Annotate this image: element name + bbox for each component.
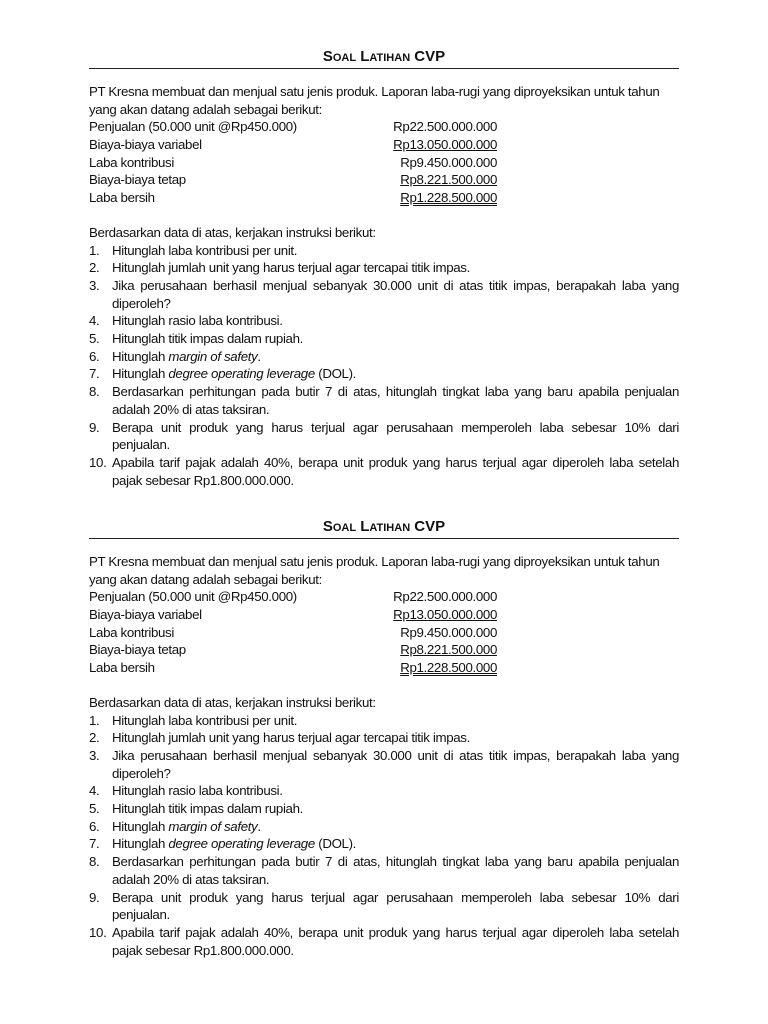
income-label: Penjualan (50.000 unit @Rp450.000) (89, 119, 297, 135)
list-item (89, 277, 679, 312)
list-item (89, 365, 679, 383)
item-number: 10. (89, 454, 107, 470)
list-item (89, 312, 679, 330)
list-item (89, 853, 679, 888)
item-text-tail: (DOL). (314, 836, 357, 852)
question-list (89, 712, 679, 960)
item-text: Jika perusahaan berhasil menjual sebanyak 30.000 unit di atas titik impas, berapakah laba yang diperoleh? (112, 277, 679, 311)
item-emphasis: margin of safety (168, 348, 258, 364)
title-rule (89, 538, 679, 539)
item-text: Apabila tarif pajak adalah 40%, berapa unit produk yang harus terjual agar diperoleh laba setelah pajak sebesar Rp1.800.000.000. (112, 924, 679, 958)
intro-paragraph: PT Kresna membuat dan menjual satu jenis produk. Laporan laba-rugi yang diproyeksikan untuk tahun yang akan datang adalah sebagai berikut: (89, 554, 660, 587)
item-text: Hitunglah (112, 836, 169, 852)
item-number: 10. (89, 924, 107, 940)
item-number: 4. (89, 313, 100, 329)
income-row-net-income (89, 659, 679, 677)
item-text: Hitunglah laba kontribusi per unit. (112, 242, 298, 258)
item-text: Berapa unit produk yang harus terjual agar perusahaan memperoleh laba sebesar 10% dari penjualan. (112, 419, 679, 453)
item-text: Hitunglah (112, 348, 169, 364)
item-number: 4. (89, 783, 100, 799)
income-value: Rp9.450.000.000 (400, 624, 497, 640)
income-row-fixed-costs (89, 171, 679, 189)
income-value: Rp22.500.000.000 (393, 119, 497, 135)
list-item (89, 259, 679, 277)
item-number: 5. (89, 331, 100, 347)
list-item (89, 800, 679, 818)
income-label: Laba kontribusi (89, 624, 174, 640)
item-number: 8. (89, 384, 100, 400)
list-item (89, 729, 679, 747)
item-number: 6. (89, 348, 100, 364)
income-label: Biaya-biaya tetap (89, 642, 186, 658)
income-row-sales (89, 588, 679, 606)
income-label: Laba bersih (89, 190, 155, 206)
list-item (89, 242, 679, 260)
item-text: Jika perusahaan berhasil menjual sebanyak 30.000 unit di atas titik impas, berapakah laba yang diperoleh? (112, 747, 679, 781)
list-item (89, 782, 679, 800)
list-item (89, 889, 679, 924)
income-label: Biaya-biaya variabel (89, 137, 202, 153)
item-number: 3. (89, 277, 100, 293)
income-value: Rp8.221.500.000 (400, 172, 497, 188)
list-item (89, 383, 679, 418)
item-text: Hitunglah rasio laba kontribusi. (112, 313, 283, 329)
income-value: Rp1.228.500.000 (400, 660, 497, 676)
title-rule (89, 68, 679, 69)
item-number: 5. (89, 801, 100, 817)
item-text: Hitunglah (112, 818, 169, 834)
item-number: 7. (89, 366, 100, 382)
income-row-contribution-margin (89, 624, 679, 642)
income-row-variable-costs (89, 136, 679, 154)
income-row-sales (89, 118, 679, 136)
intro-paragraph: PT Kresna membuat dan menjual satu jenis produk. Laporan laba-rugi yang diproyeksikan untuk tahun yang akan datang adalah sebagai berikut: (89, 84, 660, 117)
item-text: Apabila tarif pajak adalah 40%, berapa unit produk yang harus terjual agar diperoleh laba setelah pajak sebesar Rp1.800.000.000. (112, 454, 679, 488)
exercise-section-1 (89, 46, 679, 489)
section-title: Soal Latihan CVP (322, 518, 446, 535)
item-text: Berdasarkan perhitungan pada butir 7 di atas, hitunglah tingkat laba yang baru apabila penjualan adalah 20% di atas taksiran. (112, 854, 679, 887)
income-value: Rp1.228.500.000 (400, 190, 497, 206)
income-statement (89, 118, 679, 206)
item-emphasis: degree operating leverage (168, 836, 315, 852)
item-number: 2. (89, 260, 100, 276)
list-item (89, 330, 679, 348)
list-item (89, 835, 679, 853)
item-emphasis: margin of safety (168, 818, 258, 834)
instruction-text: Berdasarkan data di atas, kerjakan instruksi berikut: (89, 694, 376, 710)
list-item (89, 348, 679, 366)
item-text: Hitunglah laba kontribusi per unit. (112, 712, 298, 728)
income-value: Rp13.050.000.000 (393, 607, 497, 623)
item-text: Hitunglah (112, 366, 169, 382)
item-text: Hitunglah jumlah unit yang harus terjual agar tercapai titik impas. (112, 260, 470, 276)
list-item (89, 712, 679, 730)
item-number: 2. (89, 730, 100, 746)
item-number: 1. (89, 242, 100, 258)
item-number: 9. (89, 419, 100, 435)
income-row-fixed-costs (89, 641, 679, 659)
instruction-text: Berdasarkan data di atas, kerjakan instruksi berikut: (89, 224, 376, 240)
question-list (89, 242, 679, 490)
item-text: Hitunglah jumlah unit yang harus terjual agar tercapai titik impas. (112, 730, 470, 746)
income-label: Laba kontribusi (89, 154, 174, 170)
income-row-contribution-margin (89, 154, 679, 172)
item-text: Hitunglah titik impas dalam rupiah. (112, 801, 303, 817)
item-number: 3. (89, 747, 100, 763)
list-item (89, 924, 679, 959)
item-text: Hitunglah rasio laba kontribusi. (112, 783, 283, 799)
item-text: Berapa unit produk yang harus terjual agar perusahaan memperoleh laba sebesar 10% dari penjualan. (112, 889, 679, 923)
list-item (89, 818, 679, 836)
section-title: Soal Latihan CVP (322, 48, 446, 65)
item-text-tail: (DOL). (314, 366, 357, 382)
item-number: 1. (89, 712, 100, 728)
list-item (89, 747, 679, 782)
income-label: Biaya-biaya tetap (89, 172, 186, 188)
item-emphasis: degree operating leverage (168, 366, 315, 382)
item-number: 9. (89, 889, 100, 905)
list-item (89, 454, 679, 489)
income-value: Rp8.221.500.000 (400, 642, 497, 658)
income-row-net-income (89, 189, 679, 207)
exercise-section-2 (89, 516, 679, 959)
item-number: 7. (89, 836, 100, 852)
list-item (89, 419, 679, 454)
income-value: Rp13.050.000.000 (393, 137, 497, 153)
item-text: Berdasarkan perhitungan pada butir 7 di atas, hitunglah tingkat laba yang baru apabila penjualan adalah 20% di atas taksiran. (112, 384, 679, 417)
item-text-tail: . (257, 818, 261, 834)
income-row-variable-costs (89, 606, 679, 624)
income-value: Rp9.450.000.000 (400, 154, 497, 170)
item-number: 6. (89, 818, 100, 834)
item-text-tail: . (257, 348, 261, 364)
income-label: Laba bersih (89, 660, 155, 676)
income-label: Penjualan (50.000 unit @Rp450.000) (89, 589, 297, 605)
income-value: Rp22.500.000.000 (393, 589, 497, 605)
income-label: Biaya-biaya variabel (89, 607, 202, 623)
income-statement (89, 588, 679, 676)
item-number: 8. (89, 854, 100, 870)
item-text: Hitunglah titik impas dalam rupiah. (112, 331, 303, 347)
